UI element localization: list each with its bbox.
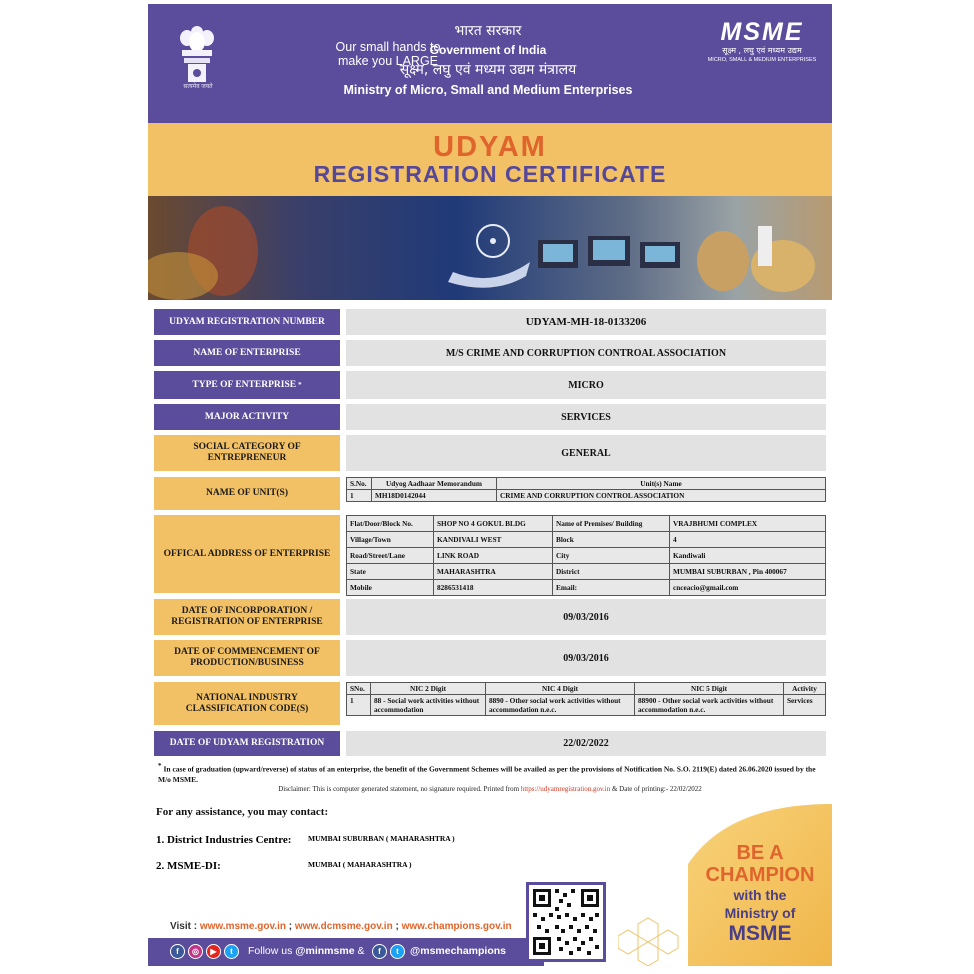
table-cell: KANDIVALI WEST xyxy=(434,532,553,548)
table-row xyxy=(347,564,826,580)
major-activity-value: SERVICES xyxy=(346,404,826,430)
table-header-cell: S.No. xyxy=(347,478,372,490)
champion-line-3: with the xyxy=(733,887,787,903)
dcmsme-site-link[interactable]: www.dcmsme.gov.in xyxy=(294,921,393,932)
disclaimer xyxy=(148,785,832,793)
msme-di-value: MUMBAI ( MAHARASHTRA ) xyxy=(308,860,412,869)
qr-code[interactable] xyxy=(526,882,606,962)
twitter-icon[interactable]: t xyxy=(224,944,239,959)
table-cell: cnceacio@gmail.com xyxy=(670,580,826,596)
table-row xyxy=(347,580,826,596)
address-label: OFFICAL ADDRESS OF ENTERPRISE xyxy=(154,515,340,593)
champions-site-link[interactable]: www.champions.gov.in xyxy=(401,921,512,932)
msme-logo-english: MICRO, SMALL & MEDIUM ENTERPRISES xyxy=(707,57,817,63)
youtube-icon[interactable]: ▶ xyxy=(206,944,221,959)
table-cell: 88 - Social work activities without accommodation xyxy=(371,695,486,716)
handle-minmsme[interactable]: @minmsme xyxy=(295,945,355,957)
table-header-row xyxy=(347,683,826,695)
certificate-title-registration: REGISTRATION CERTIFICATE xyxy=(313,161,667,187)
certificate-title-udyam: UDYAM xyxy=(433,131,547,163)
header xyxy=(148,4,832,123)
table-cell: SHOP NO 4 GOKUL BLDG xyxy=(434,516,553,532)
banner-image xyxy=(148,196,832,300)
champion-line-1: BE A xyxy=(736,842,784,864)
nic-code-label: NATIONAL INDUSTRY CLASSIFICATION CODE(S) xyxy=(154,682,340,725)
msme-logo xyxy=(703,20,821,65)
handle-msmechampions[interactable]: @msmechampions xyxy=(410,945,507,957)
champion-line-4: Ministry of xyxy=(724,905,796,921)
table-cell: 1 xyxy=(347,490,372,502)
graduation-footnote xyxy=(158,761,828,785)
msme-site-link[interactable]: www.msme.gov.in xyxy=(199,921,286,932)
table-cell: LINK ROAD xyxy=(434,548,553,564)
assistance-heading: For any assistance, you may contact: xyxy=(156,806,329,818)
table-cell: District xyxy=(553,564,670,580)
dic-value: MUMBAI SUBURBAN ( MAHARASHTRA ) xyxy=(308,834,455,843)
table-header-row xyxy=(347,478,826,490)
table-header-cell: Udyog Aadhaar Memorandum xyxy=(372,478,497,490)
follow-label: Follow us xyxy=(248,945,293,957)
gov-title-hindi: भारत सरकार xyxy=(454,23,522,39)
table-cell: Email: xyxy=(553,580,670,596)
table-cell: City xyxy=(553,548,670,564)
table-cell: 1 xyxy=(347,695,371,716)
social-category-label: SOCIAL CATEGORY OF ENTREPRENEUR xyxy=(154,435,340,471)
table-header-cell: NIC 4 Digit xyxy=(486,683,635,695)
certificate xyxy=(148,4,832,966)
reg-number-label: UDYAM REGISTRATION NUMBER xyxy=(154,309,340,335)
table-cell: Mobile xyxy=(347,580,434,596)
champion-line-5: MSME xyxy=(728,922,792,945)
msme-di-label: 2. MSME-DI: xyxy=(156,860,221,872)
tagline-line-1: Our small hands to xyxy=(335,40,441,54)
table-cell: Road/Street/Lane xyxy=(347,548,434,564)
footnote-text: In case of graduation (upward/reverse) of status of an enterprise, the benefit of the Government Schemes will be availed as per the provisions of Notification No. S.O. 2119(E) dated 26.06.2020 issued by the M/o MSME. xyxy=(158,764,816,784)
champion-promo xyxy=(688,842,832,946)
table-cell: MUMBAI SUBURBAN , Pin 400067 xyxy=(670,564,826,580)
table-cell: Kandiwali xyxy=(670,548,826,564)
table-cell: MH18D0142044 xyxy=(372,490,497,502)
facebook-icon[interactable]: f xyxy=(170,944,185,959)
disclaimer-print-date: & Date of printing:- 22/02/2022 xyxy=(611,785,702,793)
udyam-date-label: DATE OF UDYAM REGISTRATION xyxy=(154,731,340,756)
footnote-asterisk: * xyxy=(158,762,162,770)
table-cell: VRAJBHUMI COMPLEX xyxy=(670,516,826,532)
emblem-caption: सत्यमेव जयते xyxy=(183,84,213,90)
gov-title-english: Government of India xyxy=(429,43,547,57)
champion-line-2: CHAMPION xyxy=(705,864,815,886)
banner-tagline xyxy=(318,40,458,68)
enterprise-type-label-text: TYPE OF ENTERPRISE xyxy=(192,379,297,390)
tagline-line-2: make you LARGE xyxy=(337,54,439,68)
commencement-date-value: 09/03/2016 xyxy=(346,640,826,676)
table-header-cell: Unit(s) Name xyxy=(497,478,826,490)
address-table xyxy=(346,515,826,596)
table-cell: 4 xyxy=(670,532,826,548)
disclaimer-text: Disclaimer: This is computer generated statement, no signature required. Printed from xyxy=(278,785,520,793)
table-cell: Name of Premises/ Building xyxy=(553,516,670,532)
incorporation-date-value: 09/03/2016 xyxy=(346,599,826,635)
table-cell: 8286531418 xyxy=(434,580,553,596)
enterprise-name-label: NAME OF ENTERPRISE xyxy=(154,340,340,366)
udyam-date-value: 22/02/2022 xyxy=(346,731,826,756)
dic-label: 1. District Industries Centre: xyxy=(156,834,292,846)
title-band xyxy=(148,123,832,196)
disclaimer-link[interactable]: https://udyamregistration.gov.in xyxy=(520,785,611,793)
unit-names-label: NAME OF UNIT(S) xyxy=(154,477,340,510)
table-header-cell: NIC 2 Digit xyxy=(371,683,486,695)
incorporation-date-label: DATE OF INCORPORATION / REGISTRATION OF ENTERPRISE xyxy=(154,599,340,635)
table-cell: State xyxy=(347,564,434,580)
enterprise-type-label xyxy=(154,371,340,399)
link-separator: ; xyxy=(395,921,399,932)
handle-separator: & xyxy=(357,945,365,957)
table-cell: 8890 - Other social work activities without accommodation n.e.c. xyxy=(486,695,635,716)
enterprise-name-value: M/S CRIME AND CORRUPTION CONTROAL ASSOCIATION xyxy=(346,340,826,366)
nic-code-table xyxy=(346,682,826,716)
table-row xyxy=(347,532,826,548)
visit-label: Visit : xyxy=(170,921,198,932)
msme-logo-word: MSME xyxy=(720,18,804,46)
link-separator: ; xyxy=(288,921,293,932)
table-row xyxy=(347,490,826,502)
table-cell: Block xyxy=(553,532,670,548)
table-cell: 88900 - Other social work activities without accommodation n.e.c. xyxy=(635,695,784,716)
table-cell: CRIME AND CORRUPTION CONTROL ASSOCIATION xyxy=(497,490,826,502)
table-cell: MAHARASHTRA xyxy=(434,564,553,580)
table-cell: Flat/Door/Block No. xyxy=(347,516,434,532)
table-header-cell: NIC 5 Digit xyxy=(635,683,784,695)
ministry-title-english: Ministry of Micro, Small and Medium Enterprises xyxy=(343,83,633,97)
table-row xyxy=(347,548,826,564)
follow-us xyxy=(248,945,364,957)
major-activity-label: MAJOR ACTIVITY xyxy=(154,404,340,430)
facebook-icon[interactable]: f xyxy=(372,944,387,959)
unit-names-table xyxy=(346,477,826,502)
table-cell: Services xyxy=(784,695,826,716)
social-category-value: GENERAL xyxy=(346,435,826,471)
table-cell: Village/Town xyxy=(347,532,434,548)
msme-logo-hindi: सूक्ष्म , लघु एवं मध्यम उद्यम xyxy=(722,46,802,55)
ministry-title-hindi: सूक्ष्म, लघु एवं मध्यम उद्यम मंत्रालय xyxy=(399,62,577,78)
table-header-cell: Activity xyxy=(784,683,826,695)
twitter-icon[interactable]: t xyxy=(390,944,405,959)
table-header-cell: SNo. xyxy=(347,683,371,695)
visit-links xyxy=(170,921,512,932)
table-row xyxy=(347,516,826,532)
instagram-icon[interactable]: ◎ xyxy=(188,944,203,959)
enterprise-type-asterisk: * xyxy=(298,380,302,389)
commencement-date-label: DATE OF COMMENCEMENT OF PRODUCTION/BUSINESS xyxy=(154,640,340,676)
enterprise-type-value: MICRO xyxy=(346,371,826,399)
reg-number-value: UDYAM-MH-18-0133206 xyxy=(346,309,826,335)
table-row xyxy=(347,695,826,716)
